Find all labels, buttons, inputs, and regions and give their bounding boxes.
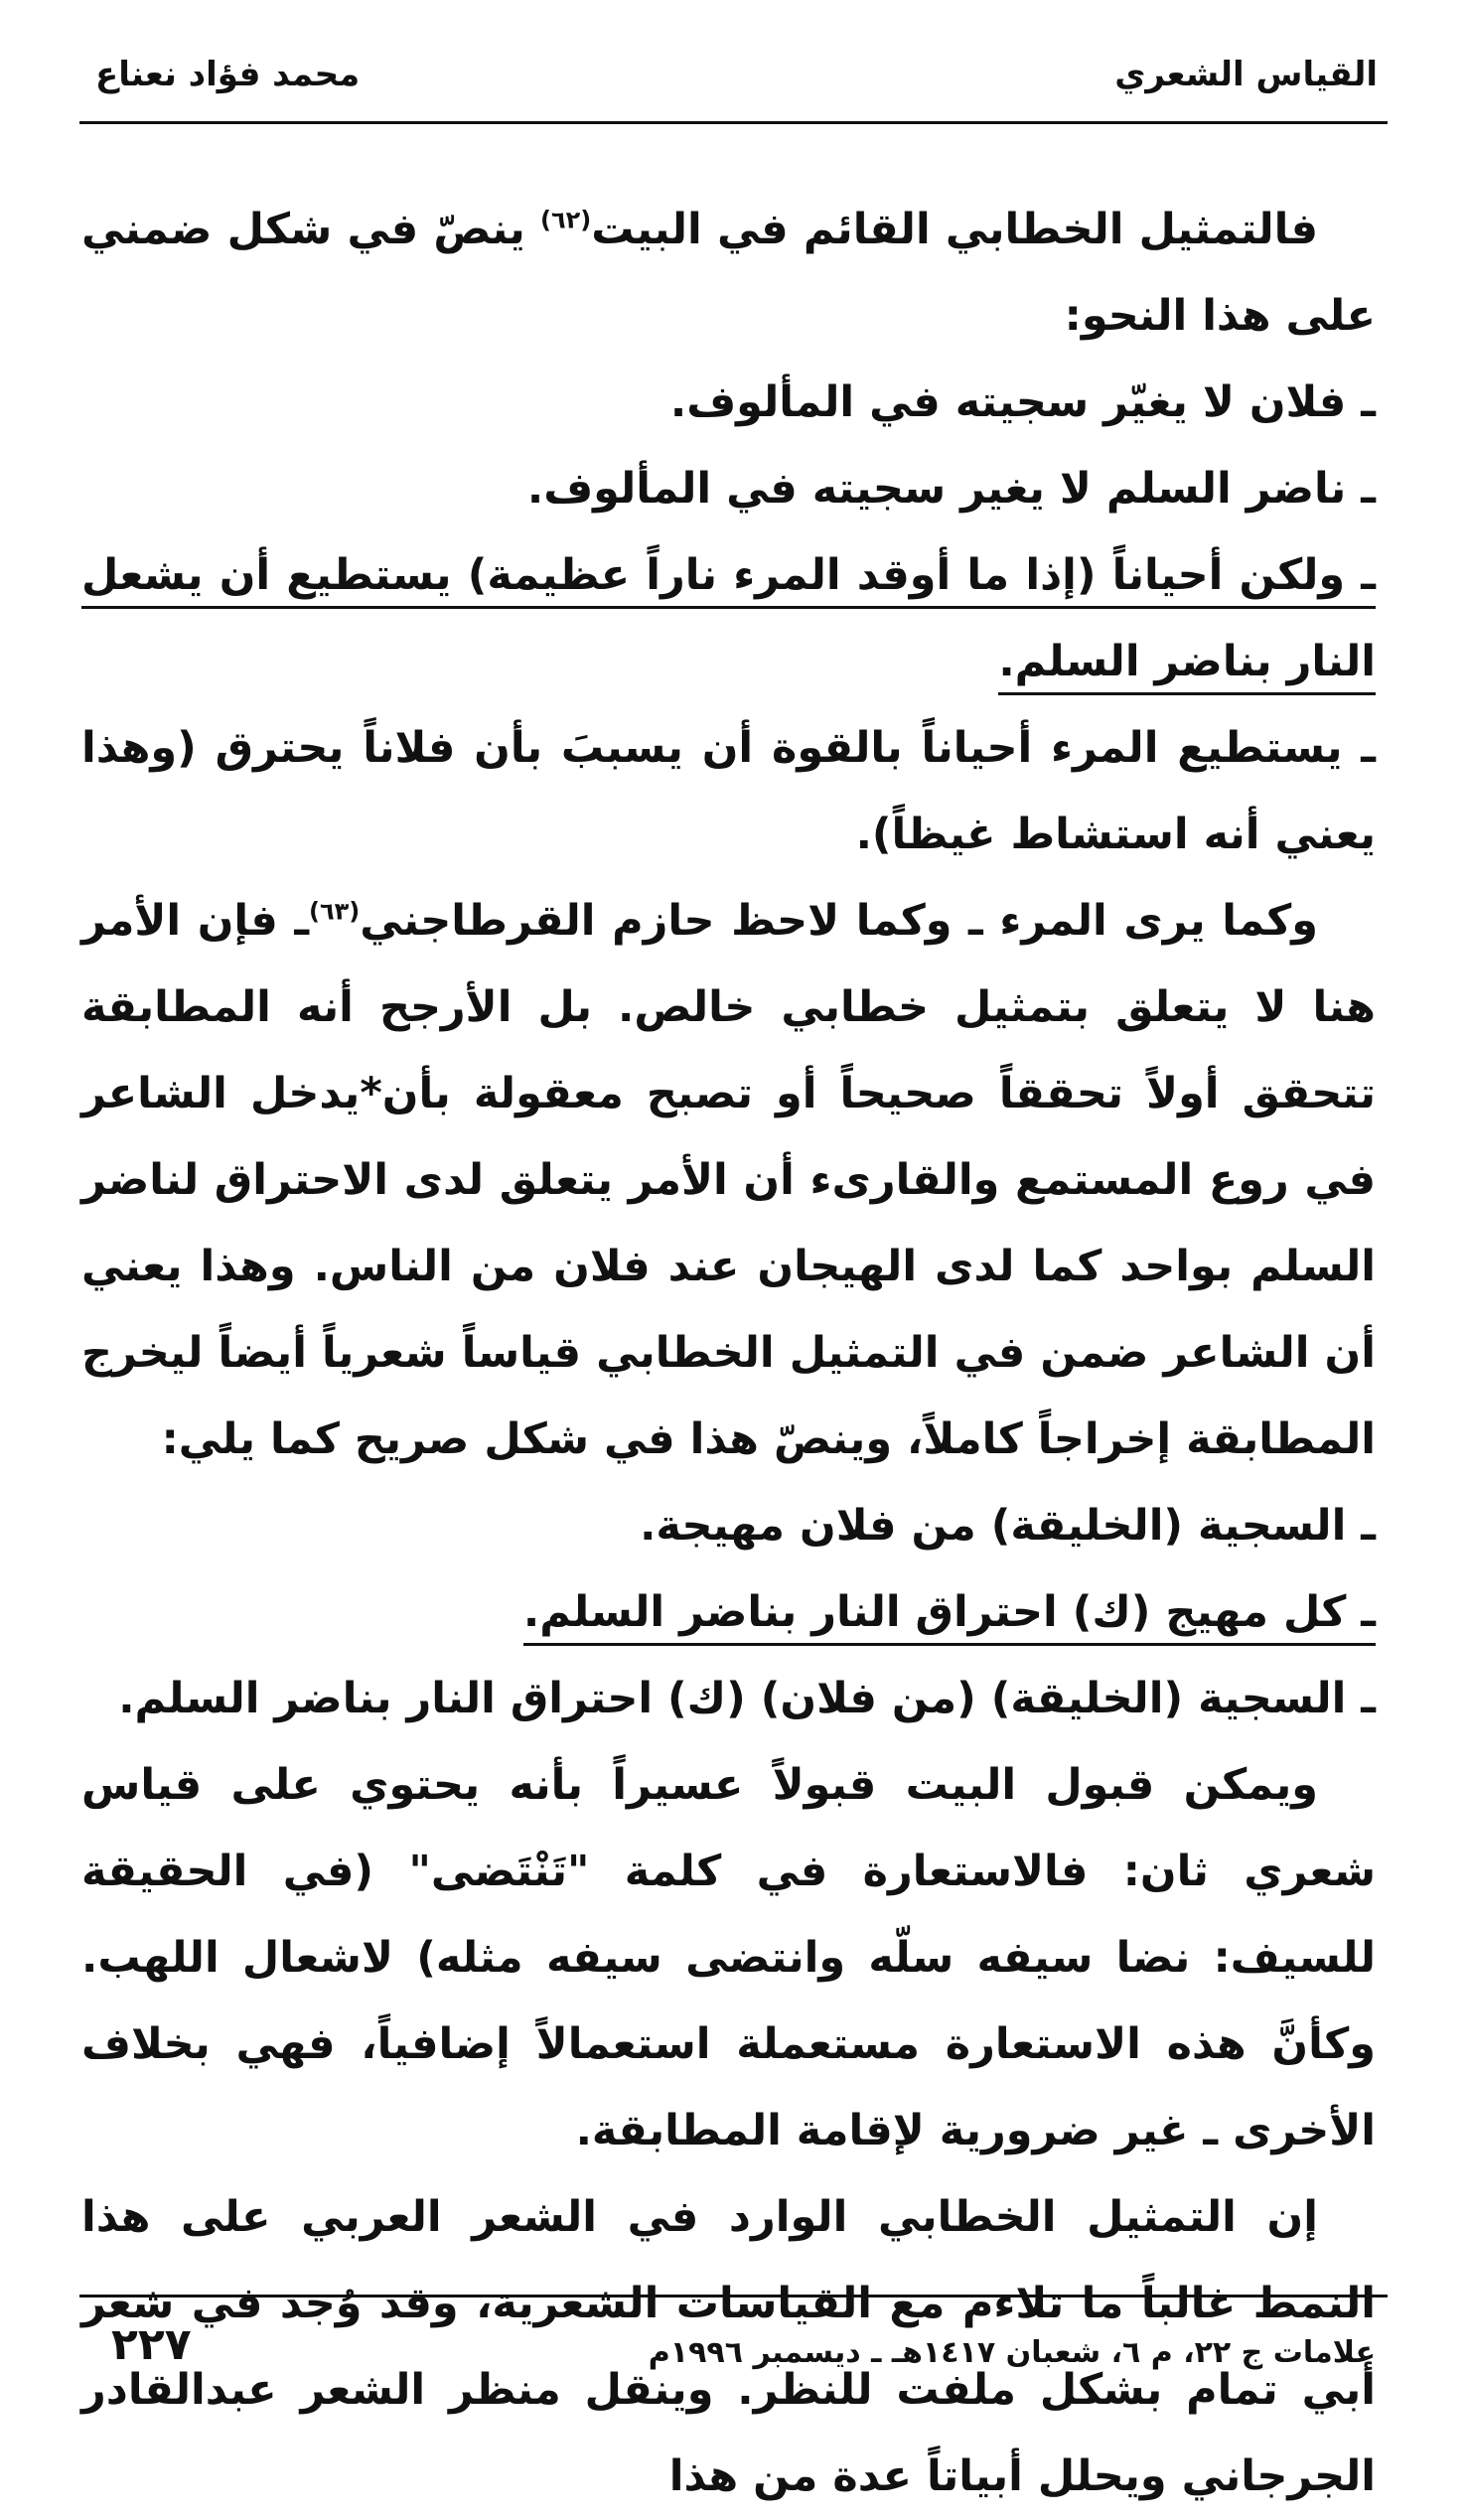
page-number: ٢٢٧ bbox=[111, 2319, 192, 2370]
footnote-ref: (٦٢) bbox=[540, 206, 592, 234]
header-rule bbox=[79, 121, 1388, 124]
footer-rule bbox=[79, 2295, 1388, 2298]
list-item: ـ السجية (الخليقة) (من فلان) (ك) احتراق النار بناضر السلم. bbox=[118, 1674, 1376, 1723]
list-item: ـ ناضر السلم لا يغير سجيته في المألوف. bbox=[526, 464, 1376, 514]
list-item: ـ السجية (الخليقة) من فلان مهيجة. bbox=[640, 1501, 1376, 1551]
list-item: ـ يستطيع المرء أحياناً بالقوة أن يسببَ بأن فلاناً يحترق (وهذا يعني أنه استشاط غيظاً). bbox=[81, 723, 1376, 859]
paragraph-text: فالتمثيل الخطابي القائم في البيت bbox=[591, 205, 1318, 254]
header-author: محمد فؤاد نعناع bbox=[95, 55, 361, 94]
list-item bbox=[81, 532, 1376, 705]
paragraph-text: ـ فإن الأمر هنا لا يتعلق بتمثيل خطابي خالص. بل الأرجح أنه المطابقة تتحقق أولاً تحققاً صحيحاً أو تصبح معقولة بأن*يدخل الشاعر في روع المستمع والقارىء أن الأمر يتعلق لدى الاحتراق لناضر السلم بواحد كما لدى الهيجان عند فلان من الناس. وهذا يعني أن الشاعر ضمن في التمثيل الخطابي قياساً شعرياً أيضاً ليخرج المطابقة إخراجاً كاملاً، وينصّ هذا في شكل صريح كما يلي: bbox=[81, 896, 1376, 1464]
body-text bbox=[81, 187, 1376, 2520]
footnote-ref: (٦٣) bbox=[309, 897, 361, 926]
paragraph bbox=[81, 187, 1376, 360]
paragraph-text: ينصّ في شكل ضمني على هذا النحو: bbox=[81, 205, 1376, 341]
header-title: القياس الشعري bbox=[1114, 55, 1378, 94]
running-footer bbox=[81, 2319, 1386, 2379]
journal-citation: علامات ج ٢٢، م ٦، شعبان ١٤١٧هـ ـ ديسمبر ١٩٩٦م bbox=[648, 2335, 1376, 2370]
paragraph: ويمكن قبول البيت قبولاً عسيراً بأنه يحتوي على قياس شعري ثان: فالاستعارة في كلمة "تَنْتَضى" (في الحقيقة للسيف: نضا سيفه سلّه وانتضى سيفه مثله) لاشعال اللهب. وكأنَّ هذه الاستعارة مستعملة استعمالاً إضافياً، فهي بخلاف الأخرى ـ غير ضرورية لإقامة المطابقة. bbox=[81, 1760, 1376, 2155]
running-header bbox=[77, 55, 1390, 114]
list-item bbox=[81, 1569, 1376, 1656]
paragraph-text: وكما يرى المرء ـ وكما لاحظ حازم القرطاجني bbox=[360, 896, 1318, 946]
underlined-premise: ـ ولكن أحياناً (إذا ما أوقد المرء ناراً عظيمة) يستطيع أن يشعل النار بناضر السلم. bbox=[81, 550, 1376, 695]
paragraph: إن التمثيل الخطابي الوارد في الشعر العربي على هذا النمط غالباً ما تلاءم مع القياسات الشعرية، وقد وُجد في شعر أبي تمام بشكل ملفت للنظر. وينقل منظر الشعر عبدالقادر الجرجاني ويحلل أبياتاً عدة من هذا bbox=[81, 2192, 1376, 2501]
list-item: ـ فلان لا يغيّر سجيته في المألوف. bbox=[669, 377, 1376, 427]
paragraph bbox=[81, 878, 1376, 1483]
underlined-premise: ـ كل مهيج (ك) احتراق النار بناضر السلم. bbox=[523, 1587, 1376, 1646]
